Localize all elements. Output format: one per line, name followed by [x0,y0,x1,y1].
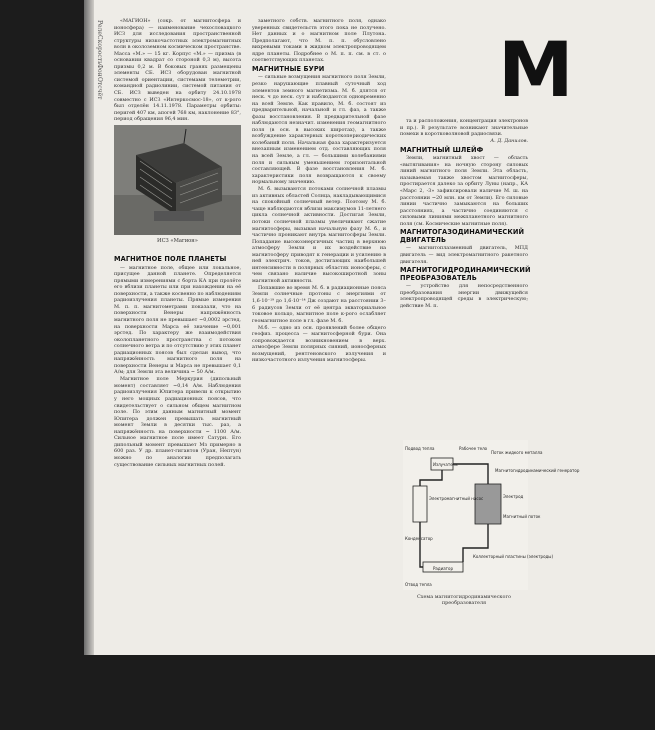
author: А. Д. Данилов. [490,138,528,145]
margin-note: Отсчёт [96,76,103,100]
diagram-label: Коллекторный пластины (электроды) [473,554,554,559]
diagram-label: Излучатель [433,462,458,467]
paragraph: М.б. — одно из осн. проявлений более общего геофиз. процесса — магнитосферной бури. Она сопровождается возникновением в верх. атмосфере Земли полярных сияний, ионосферных возмущений, рентгеновского излучения и низкочастотного излучения магнитосферы. [252,324,386,364]
diagram-label: Электрод [503,494,524,499]
margin-note: Фон [96,64,103,77]
paragraph: та и расположения, концентрация электронов и пр.). В результате возникают значительные помехи в коротковолновой радиосвязи. [400,118,528,138]
diagram-label: Отвод тепла [405,582,432,587]
paragraph: Магнитное поле Меркурия (дипольный момент) составляет ~0,14 А/м. Наблюдения радиоизлучения Юпитера привели к открытию у него мощных радиационных поясов, что свидетельствует о сильном общем магнитном поле. По этим данным магнитный момент Юпитера должен превышать магнитный момент Земли в десятки тыс. раз, а напряжённость на поверхности ~ 1100 А/м. Сильное магнитное поле имеет Сатурн. Его дипольный момент превышает Mз примерно в 600 раз. У др. планет-гигантов (Уран, Нептун) можно по аналогии предполагать существование сильных магнитных полей. [114,376,241,468]
paragraph: заметного собств. магнитного поля, однако уверенных свидетельств этого пока не получено. Нет данных и о магнитном поле Плутона. Предполагают, что М. п. п. обусловлено вихревыми токами в жидком электропроводящем ядре планеты. Подробнее о М. п. п. см. в ст. о соответствующих планетах. [252,18,386,64]
mhd-converter-diagram [403,440,580,590]
margin-note: Скорость [96,34,103,65]
book-spine [84,0,94,655]
diagram-label: Электромагнитный насос [429,496,484,501]
heading-magnetic-storms: МАГНИТНЫЕ БУРИ [252,64,325,73]
margin-notes [96,20,102,380]
section-letter: М [498,25,574,114]
diagram-caption: Схема магнитогидродинамического преобразователя [417,594,511,606]
column-1 [114,18,241,630]
satellite-photo [114,125,241,235]
margin-note: Реле [96,20,103,35]
photo-caption: ИСЗ «Магион» [157,238,198,244]
heading-mhd-converter: МАГНИТОГИДРОДИНАМИЧЕСКИЙ ПРЕОБРАЗОВАТЕЛЬ [400,266,531,282]
diagram-label: Поток жидкого металла [491,450,543,455]
diagram-label: Радиатор [433,566,453,571]
paragraph: — устройство для непосредственного преобразования энергии движущейся электропроводящей среды в электрическую; действие М. п. [400,283,528,309]
column-3 [400,118,531,730]
paragraph: Попавшие во время М. б. в радиационные пояса Земли солнечные протоны с энергиями от 1,6·10⁻¹⁹ до 1,6·10⁻¹⁴ Дж создают на расстоянии 3–6 радиусов Земли от её центра экваториальное токовое кольцо, магнитное поле к-рого ослабляет геомагнитное поле в гл. фазе М. б. [252,284,386,324]
paragraph: — магнитоплазменный двигатель, МПД двигатель — вид электромагнитного ракетного двигателя. [400,245,528,265]
paragraph: Земли, магнитный хвост — область «вытягивания» на ночную сторону силовых линий магнитного поля Земли. Эта область, называемая также хвостом магнитосферы, простирается далеко за орбиту Луны (напр., КА «Марс 2, -3» зафиксировали наличие М. ш. на расстоянии ~20 млн. км от Земли). Его силовые линии частично замыкаются на больших расстояниях, а частично соединяются с силовыми линиями межпланетного магнитного поля (см. Космические магнитные поля). [400,155,528,227]
article-magion: «МАГИОН» (сокр. от магнитосфера и ионосфера) — наименование чехословацкого ИСЗ для исследования пространственной структуры низкочастотных электромагнитных волн в околоземном космическом пространстве. Масса «М.» — 15 кг. Корпус «М.» — призма (в основании квадрат со стороной 0,3 м), высота призмы 0,2 м. В боковых гранях размещены элементы СБ. ИСЗ оборудован магнитной системой ориентации, системами телеметрии, командной радиолинии, системой питания от СБ. ИСЗ выведен на орбиту 24.10.1978 совместно с ИСЗ «Интеркосмос-18», от к-рого был отделён 14.11.1978. Параметры орбиты: перигей 407 км, апогей 768 км, наклонение 83°, период обращения 96,4 мин. [114,18,241,123]
diagram-label: Магнитный поток [503,514,541,519]
column-2 [252,18,386,630]
paragraph: — сильные возмущения магнитного поля Земли, резко нарушающие плавный суточный ход элементов земного магнетизма. М. б. длятся от неск. ч до неск. сут и наблюдаются одновременно на всей Земле. Как правило, М. б. состоят из предварительной, начальной и гл. фаз, а также фазы восстановления. В предварительной фазе наблюдаются незначит. изменения геомагнитного поля (в осн. в высоких широтах), а также возбуждение характерных короткопериодических колебаний поля. Начальная фаза характеризуется внезапным изменением отд. составляющих поля на всей Земле, а гл. — большими колебаниями поля и сильным уменьшением горизонтальной составляющей. В фазе восстановления М. б. характеристики поля возвращаются к своему нормальному значению. [252,74,386,186]
diagram-label: Рабочее тело [459,446,488,451]
paragraph: — магнитное поле, общее или локальное, присущее данной планете. Определяется прямыми измерениями с борта КА при пролёте его вблизи планеты или при нахождении на её поверхности, а также косвенно по наблюдениям радиоизлучения планеты. Прямые измерения М. п. п. магнитометрами показали, что на поверхности Венеры напряжённость магнитного поля не превышает ~0,0002 эрстед, на поверхности Марса её значение ~0,001 эрстед. По характеру же взаимодействия околопланетного пространства с потоком солнечного ветра и по отсутствию у этих планет радиационных поясов был сделан вывод, что напряжённость магнитного поля на поверхности Венеры и Марса не превышает 0,1 А/м; для Земли эта величина ~ 50 А/м. [114,264,241,376]
paragraph: М. б. вызываются потоками солнечной плазмы из активных областей Солнца, накладывающимися на спокойный солнечный ветер. Поэтому М. б. чаще наблюдаются вблизи максимумов 11-летнего цикла солнечной активности. Достигая Земли, потоки солнечной плазмы увеличивают сжатие магнитосферы, вызывая начальную фазу М. б., и частично проникают внутрь магнитосферы Земли. Попадание высокоэнергичных частиц в верхнюю атмосферу Земли и их воздействие на магнитосферу приводят к генерации и усилению в ней электрич. токов, достигающих наибольшей интенсивности в полярных областях ионосферы, с чем связано наличие высокоширотной зоны магнитной активности. [252,186,386,284]
diagram-label: Подвод тепла [405,446,435,451]
heading-magnetic-tail: МАГНИТНЫЙ ШЛЕЙФ [400,145,484,154]
diagram-label: Магнитогидродинамический генератор [495,468,580,473]
heading-planet-magnetic-field: МАГНИТНОЕ ПОЛЕ ПЛАНЕТЫ [114,255,227,263]
diagram-label: Конденсатор [405,536,433,541]
heading-mhd-engine: МАГНИТОГАЗОДИНАМИЧЕСКИЙ ДВИГАТЕЛЬ [400,228,525,244]
